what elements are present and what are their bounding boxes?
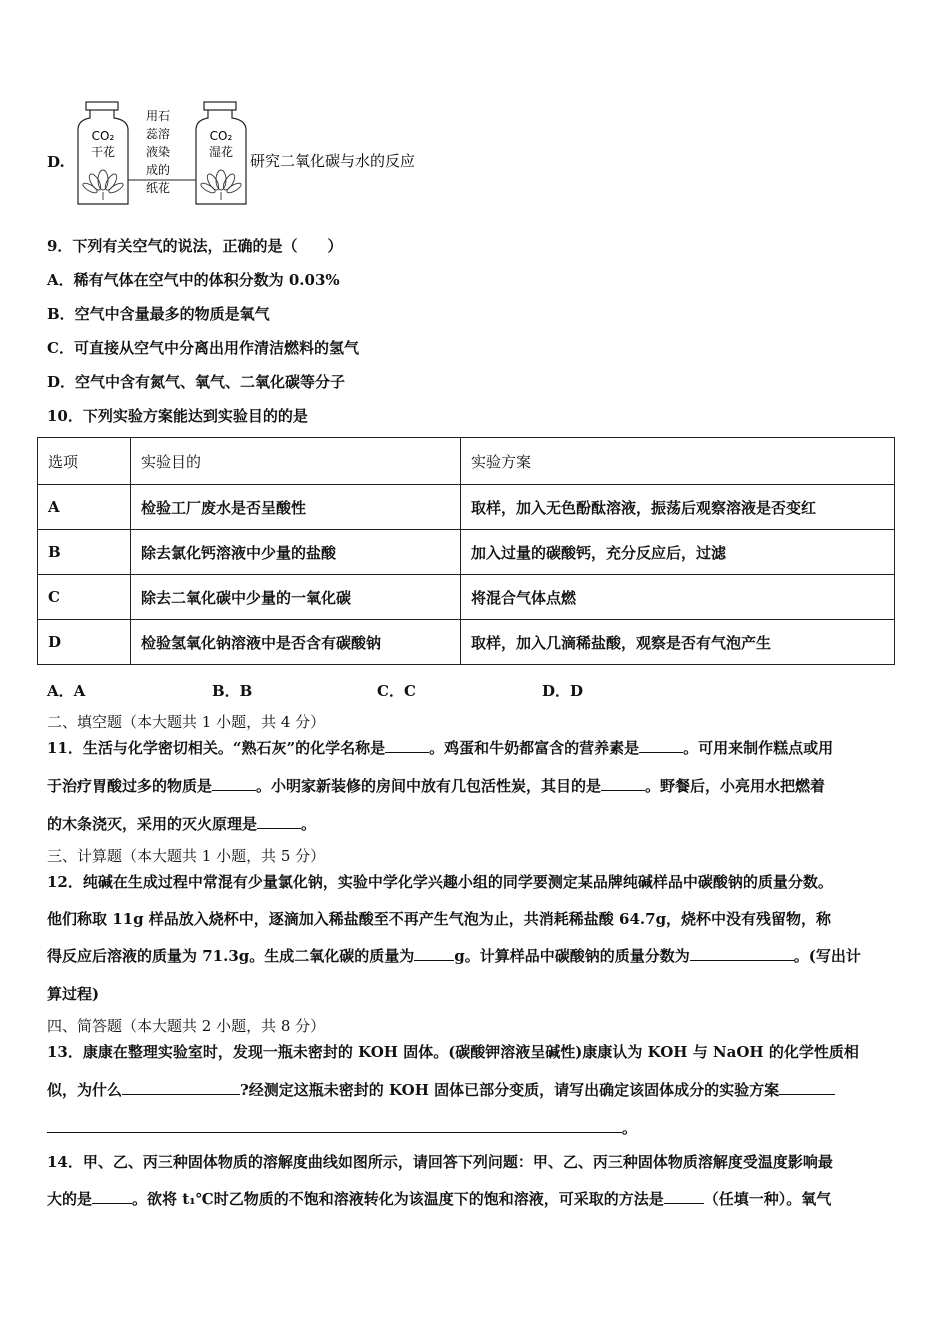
- svg-text:液染: 液染: [145, 145, 171, 159]
- q13-line3: 。: [47, 1118, 637, 1138]
- q10-option-a: A．A: [47, 682, 86, 700]
- svg-text:用石: 用石: [145, 109, 171, 123]
- table-row: D 检验氢氧化钠溶液中是否含有碳酸钠 取样，加入几滴稀盐酸，观察是否有气泡产生: [38, 620, 895, 665]
- q14-line2: 大的是 。欲将 t₁℃时乙物质的不饱和溶液转化为该温度下的饱和溶液，可采取的方法是 （任填一种）。氧气: [47, 1190, 832, 1208]
- q10-option-b: B．B: [212, 682, 253, 700]
- q12-line3: 得反应后溶液的质量为 71.3g。生成二氧化碳的质量为 g。计算样品中碳酸钠的质量分数为 。(写出计: [47, 947, 861, 965]
- co2-bottles-figure: [46, 100, 466, 212]
- table-row: A 检验工厂废水是否呈酸性 取样，加入无色酚酞溶液，振荡后观察溶液是否变红: [38, 485, 895, 530]
- middle-note: [146, 109, 170, 195]
- q13-line2: 似，为什么 ?经测定这瓶未密封的 KOH 固体已部分变质，请写出确定该固体成分的实验方案: [47, 1080, 835, 1100]
- table-row: B 除去氯化钙溶液中少量的盐酸 加入过量的碳酸钙，充分反应后，过滤: [38, 530, 895, 575]
- q12-line1: 12．纯碱在生成过程中常混有少量氯化钠，实验中学化学兴趣小组的同学要测定某品牌纯碱样品中碳酸钠的质量分数。: [47, 873, 833, 891]
- q11-line2: 于治疗胃酸过多的物质是 。小明家新装修的房间中放有几包活性炭，其目的是 。野餐后，小亮用水把燃着: [47, 777, 826, 795]
- q13-line1: 13．康康在整理实验室时，发现一瓶未密封的 KOH 固体。(碳酸钾溶液呈碱性)康康认为 KOH 与 NaOH 的化学性质相: [47, 1043, 859, 1061]
- flower-icon: [200, 170, 243, 200]
- svg-text:蕊溶: 蕊溶: [145, 127, 171, 141]
- q12-line4: 算过程): [47, 985, 100, 1003]
- bottle2-flower: 湿花: [208, 145, 234, 159]
- header-plan: 实验方案: [461, 438, 895, 485]
- section3-title: 三、计算题（本大题共 1 小题，共 5 分）: [47, 847, 326, 865]
- svg-text:纸花: 纸花: [145, 181, 171, 195]
- q11-line3: 的木条浇灭，采用的灭火原理是 。: [47, 815, 317, 833]
- q8d-description: 研究二氧化碳与水的反应: [250, 152, 416, 170]
- q12-line2: 他们称取 11g 样品放入烧杯中，逐滴加入稀盐酸至不再产生气泡为止，共消耗稀盐酸 64.7g，烧杯中没有残留物，称: [47, 910, 832, 928]
- table-row: C 除去二氧化碳中少量的一氧化碳 将混合气体点燃: [38, 575, 895, 620]
- section4-title: 四、简答题（本大题共 2 小题，共 8 分）: [47, 1017, 326, 1035]
- experiment-table: [37, 437, 895, 665]
- q10-stem: 10．下列实验方案能达到实验目的的是: [47, 407, 308, 425]
- bottle-wet-flower: [196, 102, 246, 204]
- table-header-row: [38, 438, 895, 485]
- q11-line1: 11．生活与化学密切相关。“熟石灰”的化学名称是 。鸡蛋和牛奶都富含的营养素是 。可用来制作糕点或用: [47, 739, 834, 757]
- q9-stem: 9．下列有关空气的说法，正确的是（ ）: [47, 237, 343, 255]
- header-purpose: 实验目的: [131, 438, 461, 485]
- bottle-dry-flower: [78, 102, 128, 204]
- q10-option-d: D．D: [542, 682, 584, 700]
- svg-text:成的: 成的: [145, 163, 171, 177]
- q9-option-c: C．可直接从空气中分离出用作清洁燃料的氢气: [47, 339, 359, 357]
- bottle2-gas: CO₂: [209, 129, 233, 143]
- section2-title: 二、填空题（本大题共 1 小题，共 4 分）: [47, 713, 326, 731]
- bottle1-gas: CO₂: [91, 129, 115, 143]
- q10-option-c: C．C: [377, 682, 416, 700]
- q8d-label: D.: [47, 153, 65, 171]
- header-option: 选项: [38, 438, 131, 485]
- q9-option-a: A．稀有气体在空气中的体积分数为 0.03%: [47, 271, 340, 289]
- q9-option-d: D．空气中含有氮气、氧气、二氧化碳等分子: [47, 373, 346, 391]
- q9-option-b: B．空气中含量最多的物质是氧气: [47, 305, 270, 323]
- q14-line1: 14．甲、乙、丙三种固体物质的溶解度曲线如图所示，请回答下列问题：甲、乙、丙三种固体物质溶解度受温度影响最: [47, 1153, 833, 1171]
- bottle1-flower: 干花: [90, 145, 116, 159]
- flower-icon: [82, 170, 125, 200]
